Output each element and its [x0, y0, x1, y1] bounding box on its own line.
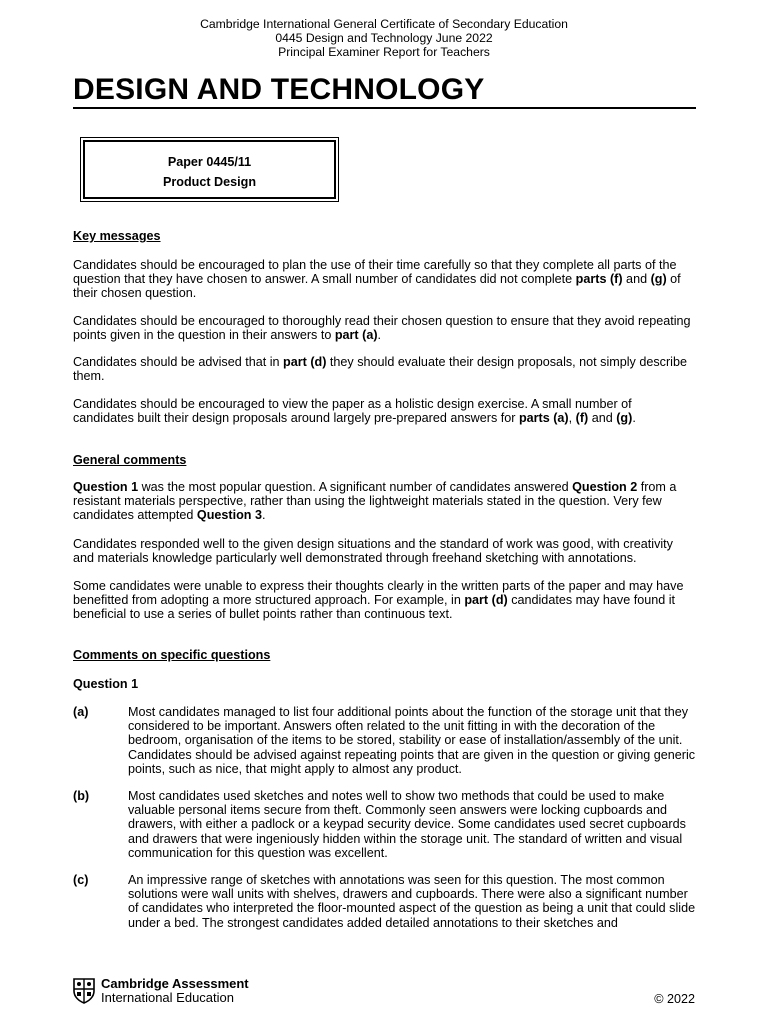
part-text: Most candidates managed to list four additional points about the function of the storage unit that they considered to be important. Answers often related to the unit fitting in with the decoration of the bedroom, organisation of the items to be stored, stability or ease of installation/assembly of the unit. Candidates should be advised against repeating points that are given in the question or giving generic points, such as nice, that might apply to almost any product. [128, 705, 696, 776]
logo-line-2: International Education [101, 990, 234, 1005]
paper-number: Paper 0445/11 [167, 155, 252, 169]
general-comment-3: Some candidates were unable to express their thoughts clearly in the written parts of the paper and may have benefitted from adopting a more structured approach. For example, in part (d) candidates may have found it beneficial to use a series of bullet points rather than continuous text. [73, 579, 684, 622]
header-line-2: 0445 Design and Technology June 2022 [275, 31, 493, 45]
general-comments-heading: General comments [73, 453, 187, 467]
page-title: DESIGN AND TECHNOLOGY [73, 73, 485, 106]
part-text: Most candidates used sketches and notes well to show two methods that could be used to make valuable personal items secure from theft. Commonly seen answers were locking cupboards and drawers, with either a padlock or a keypad security device. Some candidates used secret cupboards and drawers that were ingeniously hidden within the storage unit. The standard of written and visual communication for this question was excellent. [128, 789, 686, 860]
part-label: (b) [73, 789, 90, 803]
general-comment-1: Question 1 was the most popular question. A significant number of candidates answered Question 2 from a resistant materials perspective, rather than using the lightweight materials stated in the question. Very few candidates attempted Question 3. [73, 480, 677, 523]
part-text: An impressive range of sketches with annotations was seen for this question. The most common solutions were wall units with shelves, drawers and cupboards. There were also a significant number of candidates who interpreted the floor-mounted aspect of the question as being a unit that could slide under a bed. The strongest candidates added detailed annotations to their sketches and [128, 873, 696, 930]
key-message-4: Candidates should be encouraged to view the paper as a holistic design exercise. A small number of candidates built their design proposals around largely pre-prepared answers for parts (a), (f) and (g). [73, 397, 636, 426]
question-1-heading: Question 1 [73, 677, 139, 691]
part-label: (a) [73, 705, 89, 719]
header-line-3: Principal Examiner Report for Teachers [278, 45, 490, 59]
crest-icon [73, 978, 95, 1004]
paper-name: Product Design [162, 175, 257, 189]
header-line-1: Cambridge International General Certificate of Secondary Education [200, 17, 568, 31]
key-message-1: Candidates should be encouraged to plan the use of their time carefully so that they complete all parts of the question that they have chosen to answer. A small number of candidates did not complete parts (f) and (g) of their chosen question. [73, 258, 681, 301]
cambridge-logo [73, 976, 249, 1006]
key-messages-heading: Key messages [73, 229, 161, 243]
paper-info-box [80, 137, 339, 202]
specific-comments-heading: Comments on specific questions [73, 648, 271, 662]
title-divider [73, 107, 696, 109]
logo-line-1: Cambridge Assessment [101, 976, 249, 991]
copyright-notice: © 2022 [654, 992, 695, 1006]
report-header [0, 17, 768, 59]
key-message-3: Candidates should be advised that in part (d) they should evaluate their design proposals, not simply describe them. [73, 355, 687, 384]
key-message-2: Candidates should be encouraged to thoroughly read their chosen question to ensure that they avoid repeating points given in the question in their answers to part (a). [73, 314, 691, 343]
part-label: (c) [73, 873, 89, 887]
general-comment-2: Candidates responded well to the given design situations and the standard of work was good, with creativity and materials knowledge particularly well demonstrated through freehand sketching with annotations. [73, 537, 673, 566]
